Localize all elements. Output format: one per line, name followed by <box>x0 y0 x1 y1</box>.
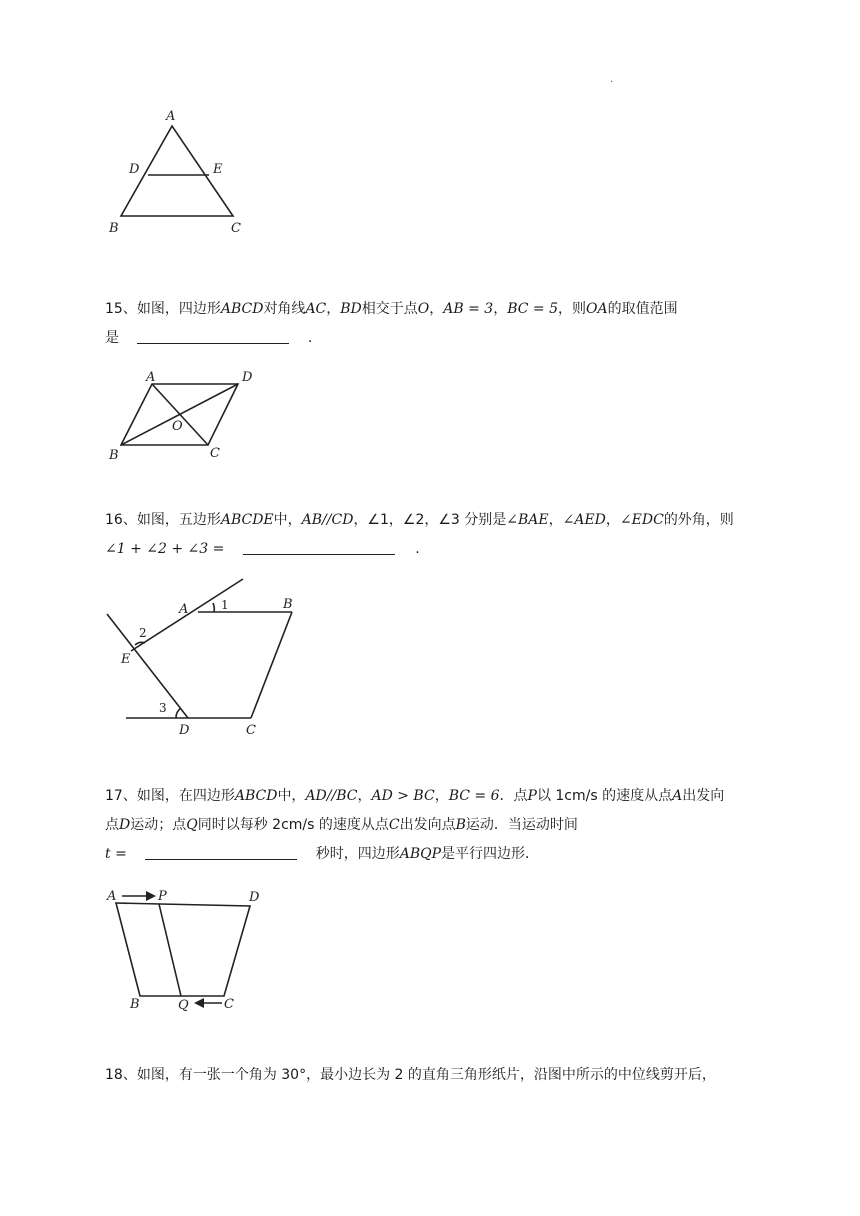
answer-blank-17[interactable] <box>145 843 297 860</box>
fig17-label-q: Q <box>178 998 189 1013</box>
fig16-label-e: E <box>121 652 131 667</box>
question-17-line-1: 17、如图，在四边形ABCD中，AD//BC，AD > BC，BC = 6．点P以 1cm/s 的速度从点A出发向 <box>105 788 725 804</box>
question-15-line-2: 是 . <box>105 324 312 352</box>
fig17-label-p: P <box>158 889 167 904</box>
fig14-label-e: E <box>213 162 223 177</box>
question-17-line-3: t = 秒时，四边形ABQP是平行四边形． <box>105 840 539 868</box>
fig17-label-a: A <box>107 889 117 904</box>
fig17-label-d: D <box>249 890 260 905</box>
fig14-label-a: A <box>166 109 176 124</box>
question-17-line-2: 点D运动；点Q同时以每秒 2cm/s 的速度从点C出发向点B运动．当运动时间 <box>105 817 578 833</box>
fig14-label-b: B <box>109 221 119 236</box>
header-mark: . <box>610 74 614 85</box>
fig16-angle-3: 3 <box>159 701 167 715</box>
fig16-angle-2: 2 <box>139 626 147 640</box>
fig16-angle-1: 1 <box>221 598 229 612</box>
fig15-label-b: B <box>109 448 119 463</box>
fig15-label-d: D <box>242 370 253 385</box>
question-16-line-2: ∠1 + ∠2 + ∠3 = . <box>105 535 420 563</box>
fig17-label-b: B <box>130 997 140 1012</box>
fig16-label-d: D <box>179 723 190 738</box>
question-15-line-1: 15、如图，四边形ABCD对角线AC，BD相交于点O，AB = 3，BC = 5，则OA的取值范围 <box>105 301 678 317</box>
answer-blank-16[interactable] <box>243 538 395 555</box>
answer-blank-15[interactable] <box>137 327 289 344</box>
fig14-label-d: D <box>129 162 140 177</box>
fig16-label-b: B <box>283 597 293 612</box>
fig15-label-o: O <box>172 419 183 434</box>
fig14-label-c: C <box>231 221 241 236</box>
fig16-label-a: A <box>179 602 189 617</box>
question-16-line-1: 16、如图，五边形ABCDE中，AB//CD，∠1，∠2，∠3 分别是∠BAE，∠AED，∠EDC的外角，则 <box>105 512 734 528</box>
question-18-line-1: 18、如图，有一张一个角为 30°，最小边长为 2 的直角三角形纸片，沿图中所示的中位线剪开后， <box>105 1067 716 1083</box>
fig17-label-c: C <box>224 997 234 1012</box>
fig15-label-c: C <box>210 446 220 461</box>
fig16-label-c: C <box>246 723 256 738</box>
fig15-label-a: A <box>146 370 156 385</box>
